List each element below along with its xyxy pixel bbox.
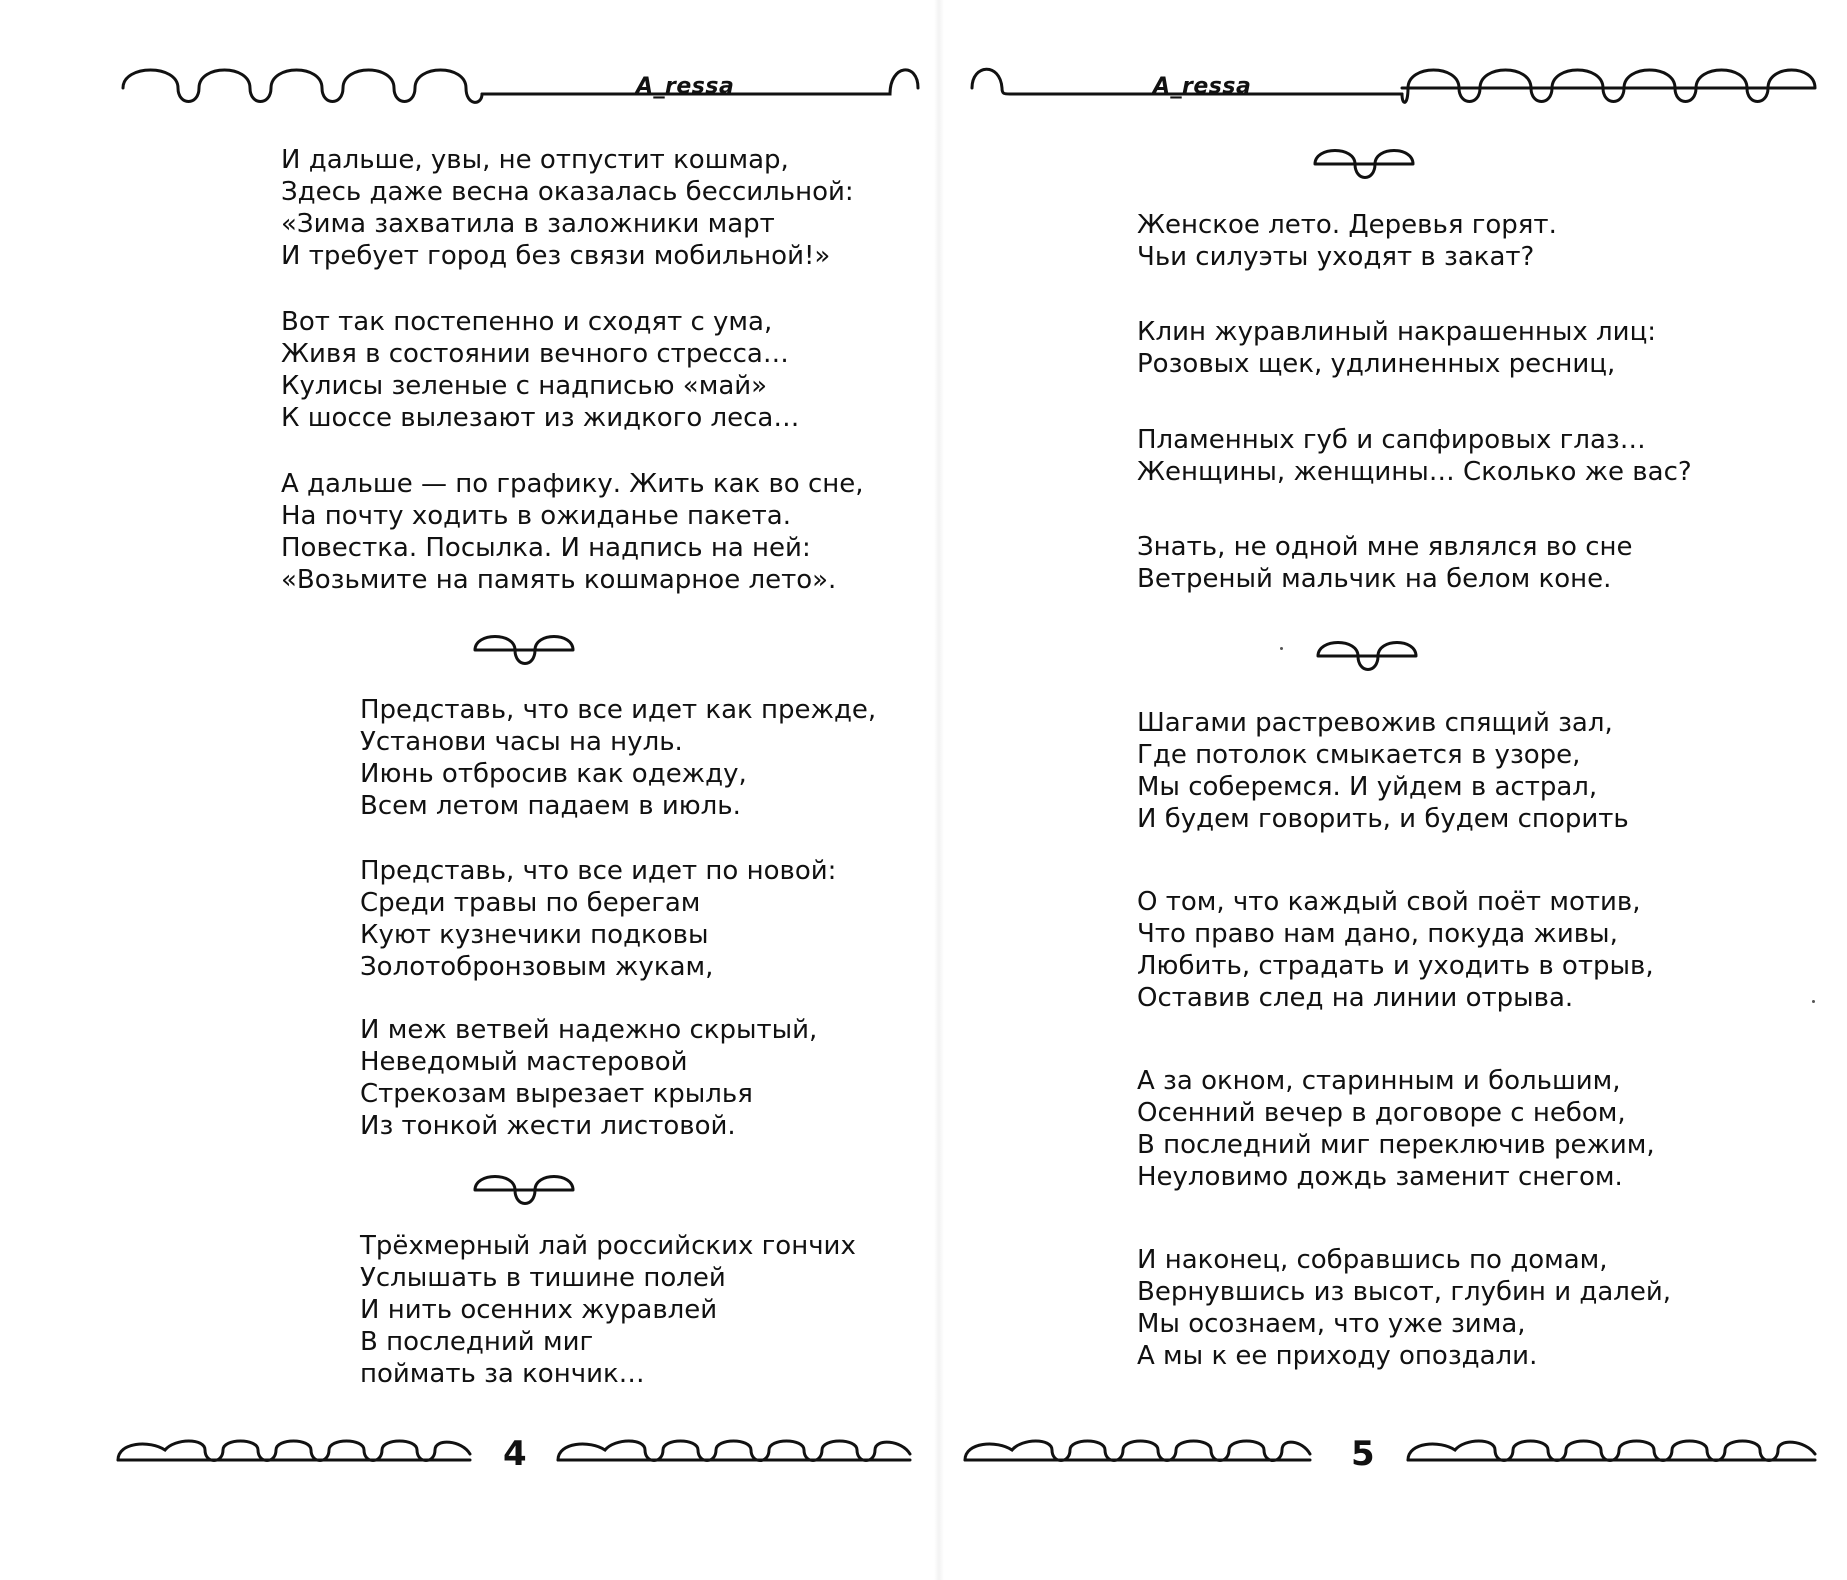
print-speck <box>1280 647 1283 650</box>
section-divider-ornament <box>1313 632 1423 682</box>
poem-stanza: И меж ветвей надежно скрытый, Неведомый мастеровой Стрекозам вырезает крылья Из тонкой жести листовой. <box>360 1015 818 1141</box>
poem-stanza: А дальше — по графику. Жить как во сне, На почту ходить в ожиданье пакета. Повестка. Посылка. И надпись на ней: «Возьмите на память кошмарное лето». <box>281 469 864 595</box>
section-divider-ornament <box>470 626 580 676</box>
poem-stanza: Женское лето. Деревья горят. Чьи силуэты уходят в закат? <box>1137 210 1557 272</box>
footer-ornament-left <box>0 1420 480 1480</box>
poem-stanza: Пламенных губ и сапфировых глаз… Женщины, женщины… Сколько же вас? <box>1137 425 1692 487</box>
section-divider-ornament <box>1310 140 1420 190</box>
print-speck <box>1812 1000 1815 1003</box>
poem-stanza: И наконец, собравшись по домам, Вернувшись из высот, глубин и далей, Мы осознаем, что уже зима, А мы к ее приходу опоздали. <box>1137 1245 1672 1371</box>
page-number: 5 <box>1351 1434 1375 1474</box>
poem-stanza: Представь, что все идет по новой: Среди травы по берегам Куют кузнечики подковы Золотобронзовым жукам, <box>360 856 837 982</box>
poem-stanza: А за окном, старинным и большим, Осенний вечер в договоре с небом, В последний миг переключив режим, Неуловимо дождь заменит снегом. <box>1137 1066 1655 1192</box>
footer-ornament-left <box>940 1420 1320 1480</box>
page-number: 4 <box>503 1434 527 1474</box>
poem-stanza: О том, что каждый свой поёт мотив, Что право нам дано, покуда живы, Любить, страдать и уходить в отрыв, Оставив след на линии отрыва. <box>1137 887 1654 1013</box>
poem-stanza: И дальше, увы, не отпустит кошмар, Здесь даже весна оказалась бессильной: «Зима захватила в заложники март И требует город без связи мобильной!» <box>281 145 854 271</box>
header-author: A_ressa <box>1153 74 1252 99</box>
header-author: A_ressa <box>636 74 735 99</box>
poem-stanza: Шагами растревожив спящий зал, Где потолок смыкается в узоре, Мы соберемся. И уйдем в астрал, И будем говорить, и будем спорить <box>1137 708 1629 834</box>
header-ornament <box>940 0 1847 130</box>
poem-stanza: Клин журавлиный накрашенных лиц: Розовых щек, удлиненных ресниц, <box>1137 317 1657 379</box>
page-right <box>940 0 1847 1580</box>
footer-ornament-right <box>550 1420 930 1480</box>
poem-stanza: Представь, что все идет как прежде, Установи часы на нуль. Июнь отбросив как одежду, Всем летом падаем в июль. <box>360 695 877 821</box>
poem-stanza: Трёхмерный лай российских гончих Услышать в тишине полей И нить осенних журавлей В последний миг поймать за кончик… <box>360 1231 856 1389</box>
section-divider-ornament <box>470 1166 580 1216</box>
poem-stanza: Знать, не одной мне являлся во сне Ветреный мальчик на белом коне. <box>1137 532 1633 594</box>
poem-stanza: Вот так постепенно и сходят с ума, Живя в состоянии вечного стресса… Кулисы зеленые с надписью «май» К шоссе вылезают из жидкого леса… <box>281 307 800 433</box>
header-ornament <box>0 0 940 130</box>
footer-ornament-right <box>1400 1420 1840 1480</box>
